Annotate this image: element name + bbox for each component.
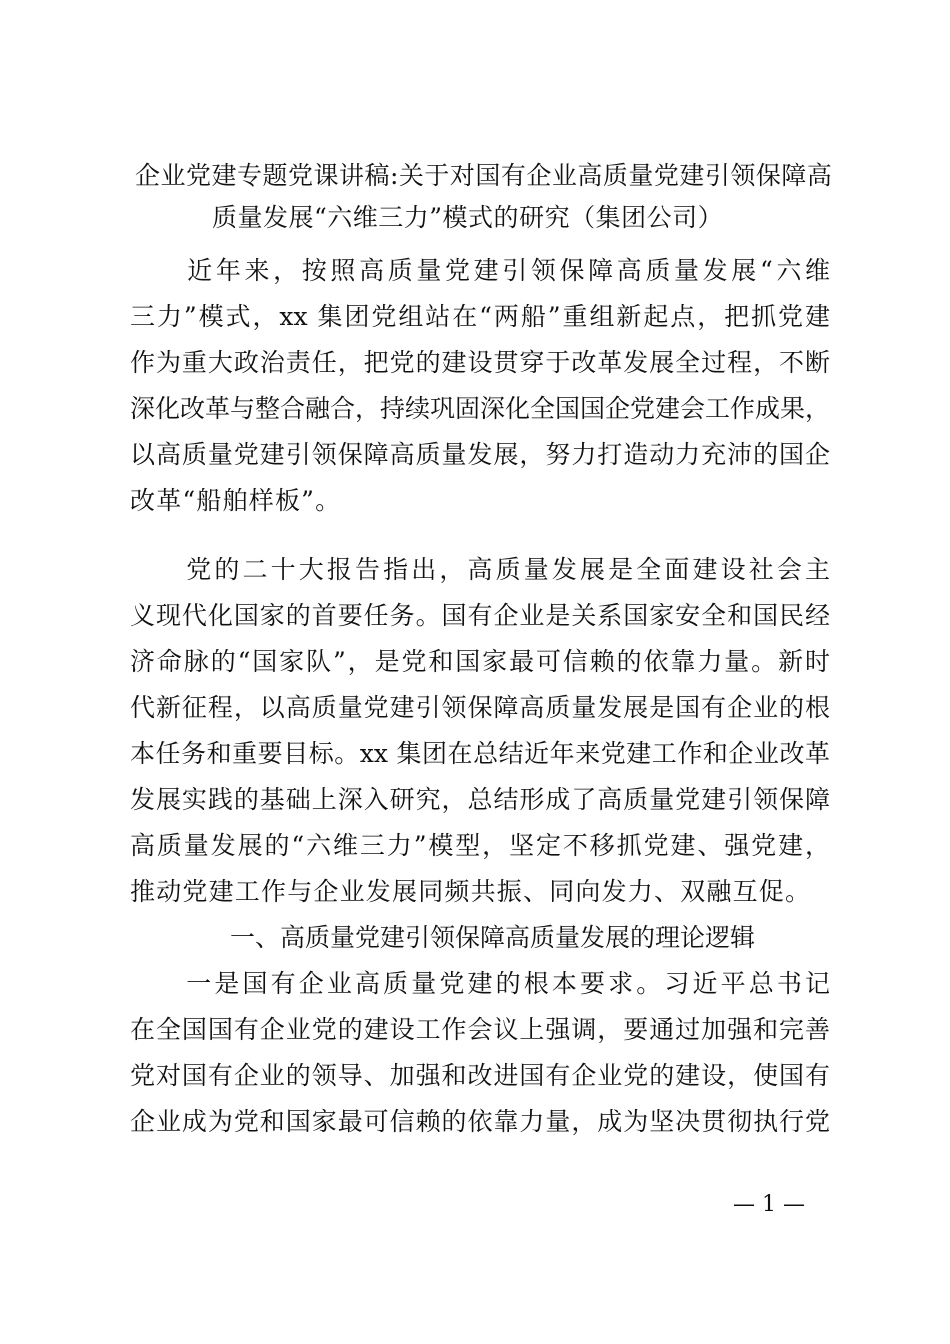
document-title-line-2: 质量发展“六维三力”模式的研究（集团公司） bbox=[212, 203, 724, 232]
paragraph-line: 推动党建工作与企业发展同频共振、同向发力、双融互促。 bbox=[130, 877, 812, 906]
paragraph-line: 义现代化国家的首要任务。国有企业是关系国家安全和国民经 bbox=[130, 601, 830, 630]
paragraph-line: 企业成为党和国家最可信赖的依靠力量，成为坚决贯彻执行党 bbox=[130, 1107, 830, 1136]
paragraph-line: 高质量发展的“六维三力”模型，坚定不移抓党建、强党建， bbox=[130, 831, 830, 860]
paragraph-line: 作为重大政治责任，把党的建设贯穿于改革发展全过程，不断 bbox=[130, 348, 830, 377]
document-title-line-1: 企业党建专题党课讲稿:关于对国有企业高质量党建引领保障高 bbox=[135, 161, 833, 190]
paragraph-line: 发展实践的基础上深入研究，总结形成了高质量党建引领保障 bbox=[130, 785, 830, 814]
paragraph-line: 近年来，按照高质量党建引领保障高质量发展“六维 bbox=[130, 256, 830, 285]
paragraph-line: 改革“船舶样板”。 bbox=[130, 486, 342, 515]
paragraph-line: 党的二十大报告指出，高质量发展是全面建设社会主 bbox=[130, 555, 830, 584]
paragraph-line: 代新征程，以高质量党建引领保障高质量发展是国有企业的根 bbox=[130, 693, 830, 722]
paragraph-line: 一是国有企业高质量党建的根本要求。习近平总书记 bbox=[130, 969, 830, 998]
paragraph-line: 在全国国有企业党的建设工作会议上强调，要通过加强和完善 bbox=[130, 1015, 830, 1044]
paragraph-line: 深化改革与整合融合，持续巩固深化全国国企党建会工作成果， bbox=[130, 394, 831, 423]
paragraph-line: 以高质量党建引领保障高质量发展，努力打造动力充沛的国企 bbox=[130, 440, 830, 469]
paragraph-line: 济命脉的“国家队”，是党和国家最可信赖的依靠力量。新时 bbox=[130, 647, 830, 676]
paragraph-line: 党对国有企业的领导、加强和改进国有企业党的建设，使国有 bbox=[130, 1061, 830, 1090]
paragraph-line: 本任务和重要目标。xx 集团在总结近年来党建工作和企业改革 bbox=[130, 739, 830, 768]
section-heading: 一、高质量党建引领保障高质量发展的理论逻辑 bbox=[230, 923, 756, 952]
paragraph-line: 三力”模式，xx 集团党组站在“两船”重组新起点，把抓党建 bbox=[130, 302, 830, 331]
page-number: — 1 — bbox=[733, 1192, 805, 1217]
